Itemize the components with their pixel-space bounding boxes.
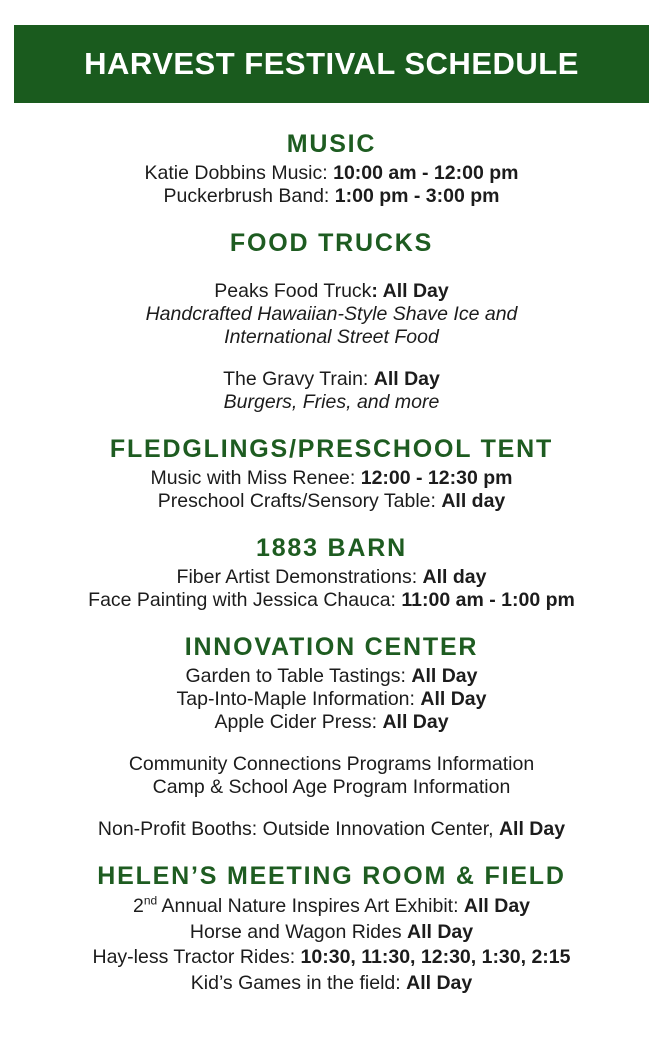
event-line [10, 467, 653, 490]
event-text-segment: All Day [420, 688, 487, 710]
event-text-segment: All Day [498, 818, 566, 840]
event-line [10, 303, 653, 326]
event-text-segment: Music with Miss Renee: [150, 467, 361, 489]
event-line [10, 945, 653, 971]
event-line [10, 566, 653, 589]
section-fledglings-preschool-tent [10, 435, 653, 513]
event-line [10, 818, 653, 841]
section-music [10, 130, 653, 208]
event-line [10, 185, 653, 208]
event-text-segment: Tap-Into-Maple Information: [176, 688, 421, 710]
event-text-segment: All Day [373, 368, 440, 390]
schedule-sections [0, 130, 663, 996]
event-text-segment: All Day [406, 971, 473, 994]
event-text-segment: nd [143, 893, 158, 908]
event-text-segment: Annual Nature Inspires Art Exhibit: [157, 895, 464, 917]
event-text-segment: Apple Cider Press: [214, 711, 383, 733]
line-spacer [10, 261, 653, 280]
event-text-segment: 10:30, 11:30, 12:30, 1:30, 2:15 [300, 946, 571, 968]
event-text-segment: All day [441, 490, 506, 512]
event-line [10, 391, 653, 414]
event-line [10, 753, 653, 776]
event-text-segment: 1:00 pm - 3:00 pm [334, 185, 500, 207]
line-spacer [10, 734, 653, 753]
event-text-segment: Preschool Crafts/Sensory Table: [157, 490, 442, 512]
event-line [10, 711, 653, 734]
section-heading: INNOVATION CENTER [184, 633, 479, 661]
line-spacer [10, 799, 653, 818]
event-text-segment: The Gravy Train: [223, 368, 374, 390]
event-text-segment: All Day [463, 895, 531, 917]
section-heading: HELEN’S MEETING ROOM & FIELD [97, 862, 566, 890]
event-text-segment: 2 [132, 895, 144, 917]
event-text-segment: All Day [407, 920, 474, 943]
event-text-segment: Garden to Table Tastings: [185, 665, 412, 687]
event-text-segment: 11:00 am - 1:00 pm [401, 589, 575, 611]
event-text-segment: Fiber Artist Demonstrations: [176, 566, 423, 588]
event-text-segment: Burgers, Fries, and more [223, 391, 440, 413]
event-line [10, 589, 653, 612]
event-line [10, 280, 653, 303]
section-heading: 1883 BARN [256, 534, 407, 562]
event-text-segment: Camp & School Age Program Information [152, 776, 511, 798]
event-text-segment: All Day [411, 665, 478, 687]
section-heading: FLEDGLINGS/PRESCHOOL TENT [109, 435, 554, 463]
event-text-segment: Puckerbrush Band: [163, 185, 335, 207]
section-heading: MUSIC [286, 130, 377, 158]
event-line [10, 665, 653, 688]
event-text-segment: 12:00 - 12:30 pm [360, 467, 513, 489]
event-line [10, 688, 653, 711]
event-text-segment: Community Connections Programs Information [128, 753, 535, 775]
event-text-segment: All Day [382, 711, 449, 733]
event-line [10, 920, 653, 946]
event-text-segment: Horse and Wagon Rides [189, 920, 408, 943]
event-text-segment: Peaks Food Truck [214, 280, 372, 302]
schedule-banner [14, 25, 649, 103]
event-text-segment: International Street Food [224, 326, 439, 348]
section-heading: FOOD TRUCKS [229, 229, 434, 257]
event-text-segment: Face Painting with Jessica Chauca: [88, 589, 402, 611]
event-text-segment: Kid’s Games in the field: [190, 971, 407, 994]
page-title: HARVEST FESTIVAL SCHEDULE [84, 46, 579, 81]
event-text-segment: Handcrafted Hawaiian-Style Shave Ice and [145, 303, 518, 325]
event-line [10, 162, 653, 185]
event-line [10, 490, 653, 513]
event-line [10, 368, 653, 391]
event-text-segment: 10:00 am - 12:00 pm [333, 162, 519, 184]
section-food-trucks [10, 229, 653, 414]
section-innovation-center [10, 633, 653, 841]
event-text-segment: Hay-less Tractor Rides: [92, 946, 301, 968]
event-text-segment: Non-Profit Booths: Outside Innovation Center, [97, 818, 499, 840]
event-line [10, 971, 653, 997]
section-helens-meeting-room-field [10, 862, 653, 996]
event-text-segment: All day [422, 566, 487, 588]
event-line [10, 894, 653, 920]
section-barn-1883 [10, 534, 653, 612]
event-text-segment: : All Day [371, 280, 449, 302]
event-text-segment: Katie Dobbins Music: [144, 162, 334, 184]
event-line [10, 776, 653, 799]
event-line [10, 326, 653, 349]
line-spacer [10, 349, 653, 368]
